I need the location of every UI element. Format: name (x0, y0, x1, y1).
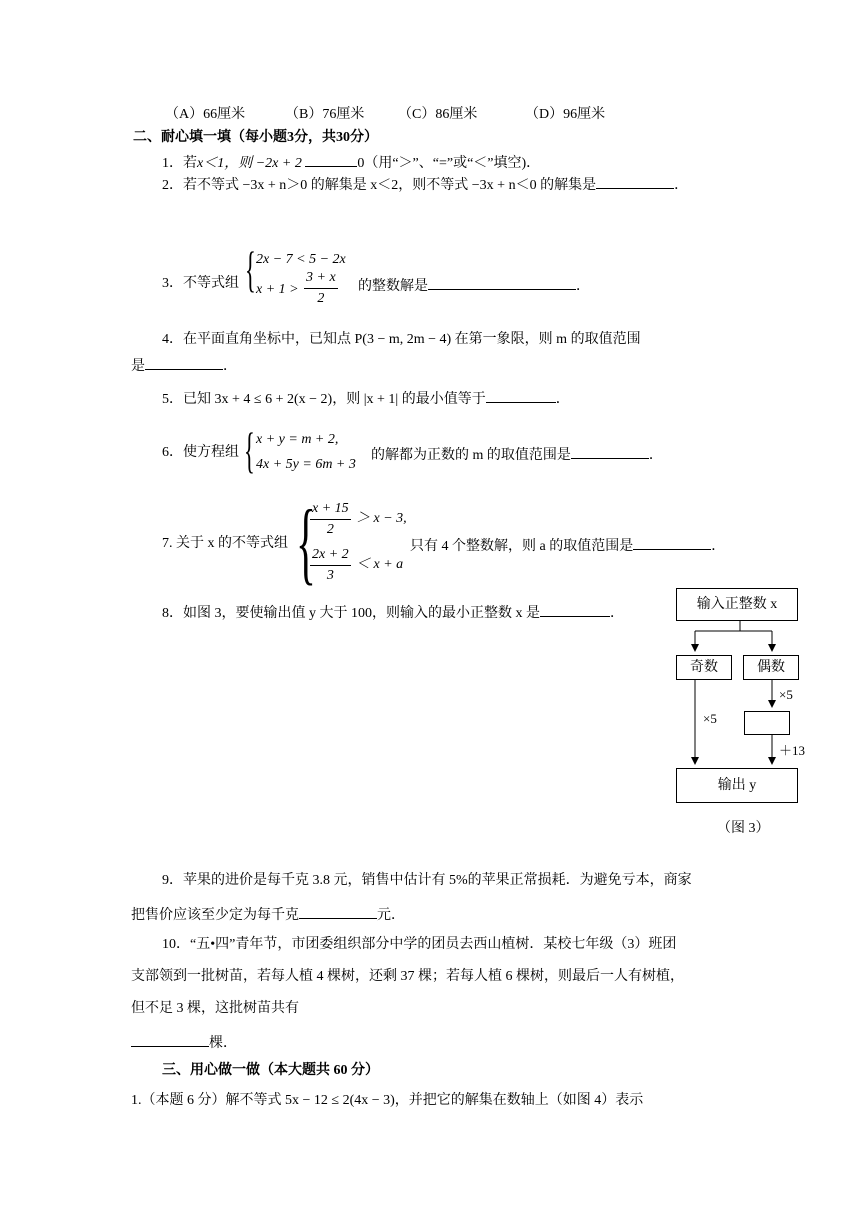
option-a: （A）66厘米 (165, 107, 246, 122)
q3-brace: { (245, 241, 256, 297)
q3-answer-blank[interactable] (428, 275, 576, 290)
q6-prefix: 6．使方程组 (162, 445, 239, 460)
q6-answer-blank[interactable] (571, 444, 649, 459)
question-8: 8．如图 3，要使输出值 y 大于 100，则输入的最小正整数 x 是 ． (162, 602, 624, 623)
q5-text: 5．已知 3x + 4 ≤ 6 + 2(x − 2)，则 |x + 1| 的最小值等于 (162, 392, 486, 407)
q10-line-1: 10．“五•四”青年节，市团委组织部分中学的团员去西山植树．某校七年级（3）班团 (162, 937, 677, 952)
flowchart-empty-box (744, 711, 790, 735)
q2-end: ． (674, 178, 689, 193)
flowchart-output-box: 输出 y (676, 768, 798, 803)
q4-answer-blank[interactable] (145, 355, 223, 370)
q4-line-2: 是 ． (131, 355, 237, 376)
question-5: 5．已知 3x + 4 ≤ 6 + 2(x − 2)，则 |x + 1| 的最小值等于 ． (162, 388, 570, 409)
q7-fraction-1: $\frac{x + 15}{2}$ (312, 501, 349, 537)
q3-denominator: 2 (317, 291, 325, 306)
option-b: （B）76厘米 (285, 107, 365, 122)
q8-answer-blank[interactable] (540, 602, 610, 617)
q2-text: 2．若不等式 −3x + n＞0 的解集是 x＜2，则不等式 −3x + n＜0 的解集是 (162, 178, 597, 193)
q6-line-2: 4x + 5y = 6m + 3 (256, 457, 356, 472)
flowchart-input-box: 输入正整数 x (676, 588, 798, 621)
q9-answer-blank[interactable] (299, 904, 377, 919)
q3-line-1: 2x − 7 < 5 − 2x (256, 252, 346, 267)
q10-line-3: 但不足 3 棵，这批树苗共有 (131, 1001, 299, 1016)
q7-relation-1: ＞ x − 3, (356, 511, 407, 526)
q3-suffix: 的整数解是 ． (358, 275, 590, 296)
q4-line-1: 4．在平面直角坐标中，已知点 P(3 − m, 2m − 4) 在第一象限，则 m 的取值范围 (162, 332, 641, 347)
question-1 (162, 152, 540, 173)
q9-line-1: 9．苹果的进价是每千克 3.8 元，销售中估计有 5%的苹果正常损耗．为避免亏本，商家 (162, 873, 692, 888)
option-c: （C）86厘米 (398, 107, 478, 122)
q3-line-2: x + 1 > (256, 282, 299, 297)
q10-line-2: 支部领到一批树苗，若每人植 4 棵树，还剩 37 棵；若每人植 6 棵树，则最后一人有树植， (131, 969, 684, 984)
q2-answer-blank[interactable] (596, 174, 674, 189)
q5-answer-blank[interactable] (486, 388, 556, 403)
q6-suffix: 的解都为正数的 m 的取值范围是 ． (371, 444, 663, 465)
flowchart-even-box: 偶数 (743, 655, 799, 680)
section-3-title: 三、用心做一做（本大题共 60 分） (162, 1063, 379, 1078)
q3-numerator: 3 + x (304, 270, 338, 289)
option-d: （D）96厘米 (525, 107, 606, 122)
q1-prefix: 1．若 (162, 156, 197, 171)
q7-relation-2: ＜ x + a (356, 557, 404, 572)
q10-answer-line: 棵． (131, 1032, 237, 1053)
q7-fraction-2: $\frac{2x + 2}{3}$ (312, 547, 349, 583)
q8-text: 8．如图 3，要使输出值 y 大于 100，则输入的最小正整数 x 是 (162, 606, 540, 621)
flowchart-odd-box: 奇数 (676, 655, 732, 680)
flowchart-caption: （图 3） (717, 821, 770, 836)
q1-condition: x＜1，则 −2x + 2 (197, 156, 302, 171)
q10-answer-blank[interactable] (131, 1032, 209, 1047)
q7-answer-blank[interactable] (633, 535, 711, 550)
problem-1: 1.（本题 6 分）解不等式 5x − 12 ≤ 2(4x − 3)，并把它的解集在数轴上（如图 4）表示 (131, 1093, 644, 1108)
q3-fraction (304, 270, 338, 307)
q9-line-2: 把售价应该至少定为每千克 元． (131, 904, 405, 925)
flowchart-times5-right: ×5 (779, 687, 793, 702)
q3-prefix: 3．不等式组 (162, 276, 239, 291)
q7-suffix: 只有 4 个整数解，则 a 的取值范围是 ． (410, 535, 725, 556)
q7-brace: { (296, 491, 316, 593)
flowchart-plus13: ＋13 (779, 743, 806, 758)
q1-suffix: 0（用“＞”、“=”或“＜”填空)． (357, 156, 541, 171)
q7-prefix: 7. 关于 x 的不等式组 (162, 536, 288, 551)
q1-answer-blank[interactable] (305, 152, 357, 167)
q6-line-1: x + y = m + 2, (256, 432, 339, 447)
q6-brace: { (244, 422, 255, 478)
question-2 (162, 174, 688, 195)
flowchart-times5-left: ×5 (703, 711, 717, 726)
section-2-title: 二、耐心填一填（每小题3分，共30分） (133, 130, 378, 145)
